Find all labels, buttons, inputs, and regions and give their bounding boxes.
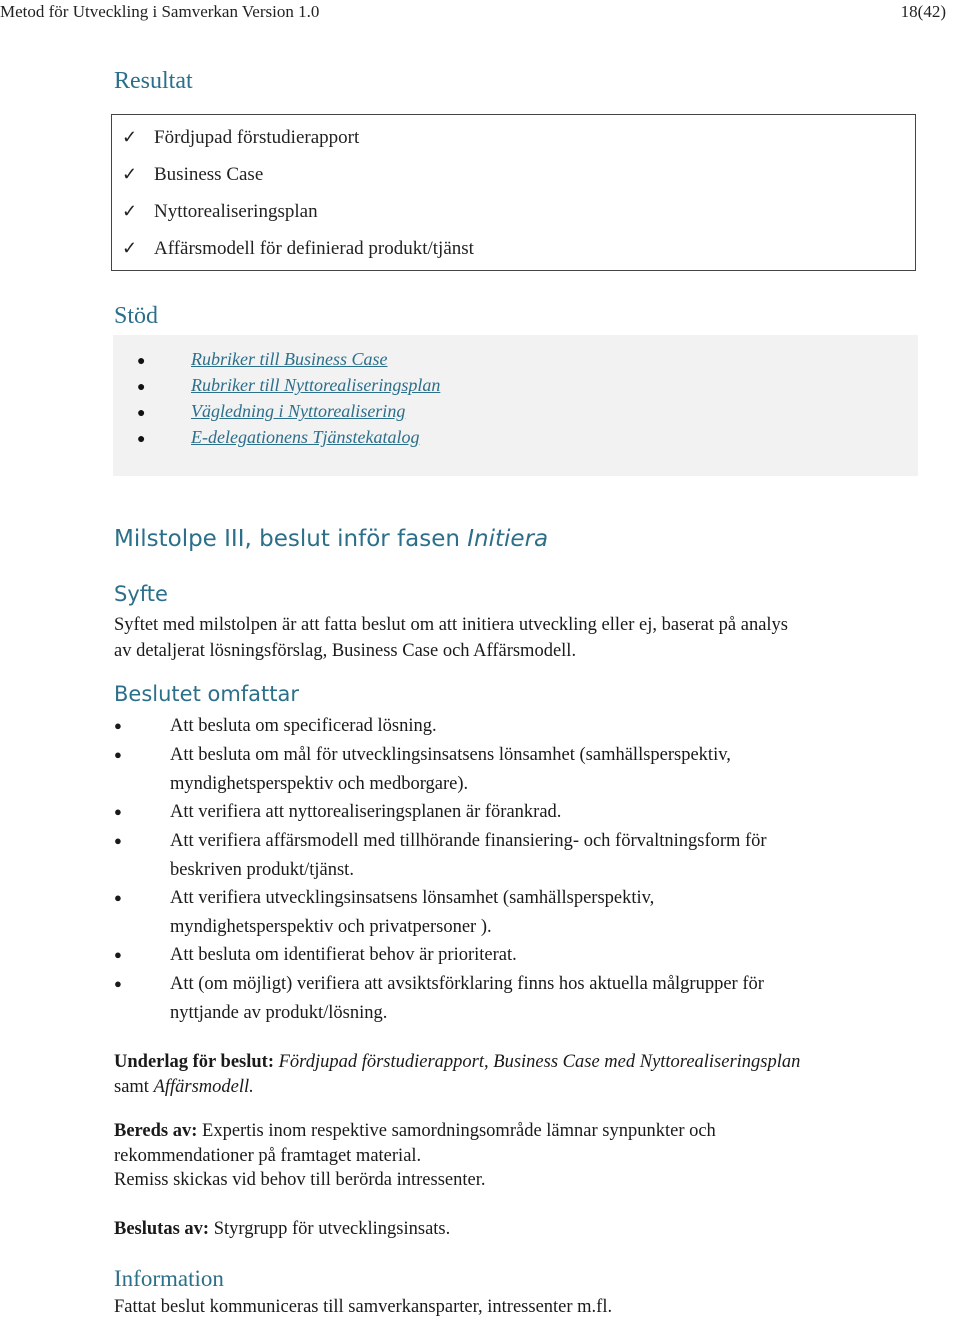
resultat-box (111, 114, 916, 271)
resultat-item-label: Nyttorealiseringsplan (154, 201, 318, 222)
link-rubriker-business-case[interactable]: Rubriker till Business Case (191, 349, 388, 369)
bullet-icon: ● (114, 747, 122, 762)
check-icon: ✓ (122, 127, 138, 147)
beslutet-item-text: myndighetsperspektiv och privatpersoner ). (170, 916, 492, 937)
underlag-label: Underlag för beslut: (114, 1052, 274, 1072)
milstolpe-phase-name: Initiera (467, 526, 549, 552)
resultat-item-label: Business Case (154, 164, 264, 185)
bereds-text: Expertis inom respektive samordningsområde lämnar synpunkter och (202, 1121, 716, 1141)
beslutet-item-text: Att verifiera att nyttorealiseringsplanen är förankrad. (170, 802, 562, 822)
resultat-heading: Resultat (114, 68, 193, 94)
check-icon: ✓ (122, 164, 138, 184)
underlag-doc-2: Business Case med Nyttorealiseringsplan (493, 1052, 801, 1072)
bullet-icon: ● (137, 354, 146, 369)
resultat-item (122, 164, 263, 186)
beslutas-text: Styrgrupp för utvecklingsinsats. (213, 1219, 451, 1239)
link-vagledning-nyttorealisering[interactable]: Vägledning i Nyttorealisering (191, 401, 406, 421)
link-rubriker-nyttorealiseringsplan[interactable]: Rubriker till Nyttorealiseringsplan (191, 375, 441, 395)
beslutet-item-text: myndighetsperspektiv och medborgare). (170, 773, 469, 794)
resultat-item (122, 127, 359, 149)
bullet-icon: ● (114, 976, 122, 991)
stod-list-item (137, 375, 440, 396)
beslutet-item-text: Att besluta om identifierat behov är prioriterat. (170, 945, 517, 965)
document-title: Metod för Utveckling i Samverkan Version 1.0 (0, 2, 320, 21)
resultat-item (122, 238, 474, 260)
bullet-icon: ● (114, 947, 122, 962)
resultat-item (122, 201, 318, 223)
resultat-item-label: Affärsmodell för definierad produkt/tjänst (154, 238, 474, 259)
bullet-icon: ● (137, 432, 146, 447)
resultat-item-label: Fördjupad förstudierapport (154, 127, 360, 148)
stod-list-item (137, 427, 419, 448)
syfte-heading: Syfte (114, 582, 168, 606)
information-text: Fattat beslut kommuniceras till samverkansparter, intressenter m.fl. (114, 1297, 613, 1317)
beslutet-item-text: beskriven produkt/tjänst. (170, 859, 354, 880)
beslutas-label: Beslutas av: (114, 1219, 210, 1239)
bereds-line3: Remiss skickas vid behov till berörda intressenter. (114, 1170, 486, 1190)
beslutet-item-text: Att besluta om specificerad lösning. (170, 716, 437, 736)
syfte-text-line2: av detaljerat lösningsförslag, Business Case och Affärsmodell. (114, 641, 577, 661)
beslutet-heading: Beslutet omfattar (114, 682, 300, 706)
bullet-icon: ● (137, 380, 146, 395)
information-heading: Information (114, 1266, 224, 1291)
stod-list-item (137, 349, 388, 370)
bereds-label: Bereds av: (114, 1121, 198, 1141)
underlag-line1 (114, 1049, 800, 1075)
milstolpe-heading-text: Milstolpe III, beslut inför fasen (114, 526, 468, 552)
bereds-line2: rekommendationer på framtaget material. (114, 1146, 422, 1166)
beslutet-item-text: Att besluta om mål för utvecklingsinsatsens lönsamhet (samhällsperspektiv, (170, 745, 731, 765)
beslutet-item-text: Att verifiera affärsmodell med tillhörande finansiering- och förvaltningsform för (170, 831, 767, 851)
underlag-doc-1: Fördjupad förstudierapport (278, 1052, 485, 1072)
stod-list-item (137, 401, 405, 422)
bullet-icon: ● (114, 833, 122, 848)
underlag-prefix: samt (114, 1077, 154, 1097)
beslutas-line (114, 1216, 450, 1242)
beslutet-item-text: Att (om möjligt) verifiera att avsiktsförklaring finns hos aktuella målgrupper för (170, 974, 764, 994)
beslutet-item-text: Att verifiera utvecklingsinsatsens lönsamhet (samhällsperspektiv, (170, 888, 655, 908)
underlag-line2 (114, 1074, 254, 1100)
stod-heading: Stöd (114, 303, 159, 329)
underlag-separator: , (484, 1052, 494, 1072)
underlag-doc-3: Affärsmodell. (153, 1077, 254, 1097)
link-tjanstekatalog[interactable]: E-delegationens Tjänstekatalog (191, 427, 420, 447)
bullet-icon: ● (114, 890, 122, 905)
bullet-icon: ● (137, 406, 146, 421)
beslutet-item-text: nyttjande av produkt/lösning. (170, 1002, 388, 1023)
syfte-text-line1: Syftet med milstolpen är att fatta beslut om att initiera utveckling eller ej, baserat på analys (114, 615, 789, 635)
check-icon: ✓ (122, 238, 138, 258)
bereds-line1 (114, 1118, 716, 1144)
bullet-icon: ● (114, 718, 122, 733)
page-number: 18(42) (900, 2, 946, 21)
stod-box (113, 335, 918, 476)
milstolpe-heading (114, 526, 548, 552)
check-icon: ✓ (122, 201, 138, 221)
bullet-icon: ● (114, 804, 122, 819)
